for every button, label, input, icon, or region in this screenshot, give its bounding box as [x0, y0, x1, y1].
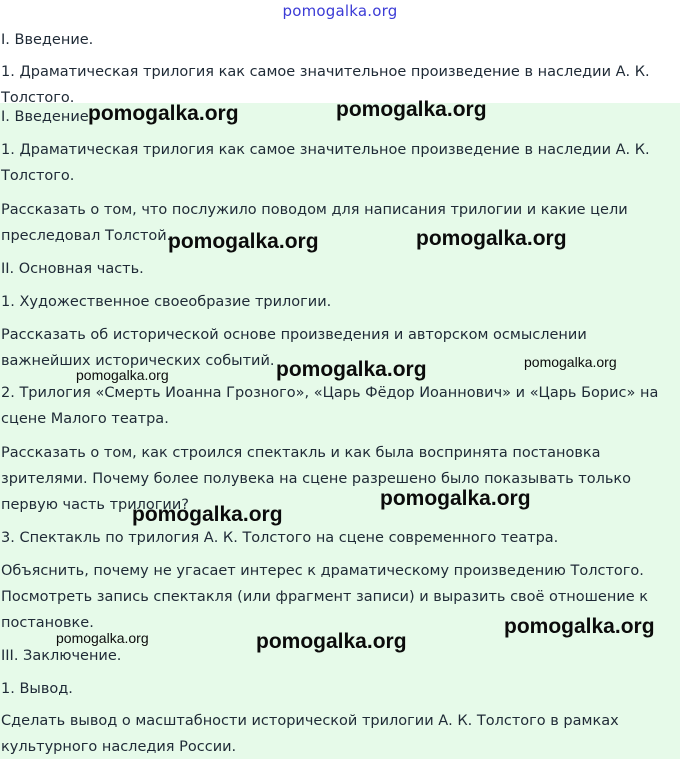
- watermark: pomogalka.org: [276, 358, 427, 381]
- paragraph-main-point-3: 3. Спектакль по трилогия А. К. Толстого на сцене современного театра.: [1, 530, 559, 546]
- paragraph-conclusion-point: 1. Вывод.: [1, 681, 73, 697]
- watermark: pomogalka.org: [380, 487, 531, 510]
- watermark: pomogalka.org: [416, 227, 567, 250]
- watermark: pomogalka.org: [56, 630, 149, 646]
- paragraph-conclusion-heading: III. Заключение.: [1, 648, 122, 664]
- paragraph-main-task-1: Рассказать об исторической основе произведения и авторском осмыслении важнейших исторических событий.: [1, 327, 587, 369]
- watermark: pomogalka.org: [132, 503, 283, 526]
- paragraph-intro-point-2: 1. Драматическая трилогия как самое значительное произведение в наследии А. К. Толстого.: [1, 142, 650, 184]
- paragraph-intro-heading-1: I. Введение.: [1, 32, 94, 48]
- watermark: pomogalka.org: [524, 354, 617, 370]
- watermark: pomogalka.org: [336, 98, 487, 121]
- paragraph-intro-heading-2: I. Введение.: [1, 109, 94, 125]
- paragraph-main-heading: II. Основная часть.: [1, 261, 144, 277]
- paragraph-main-task-2: Рассказать о том, как строился спектакль и как была воспринята постановка зрителями. Почему более полувека на сцене разрешено было показывать только первую часть трилогии?: [1, 445, 632, 513]
- paragraph-main-point-2: 2. Трилогия «Смерть Иоанна Грозного», «Царь Фёдор Иоаннович» и «Царь Борис» на сцене Малого театра.: [1, 385, 659, 427]
- top-watermark: pomogalka.org: [282, 2, 398, 20]
- paragraph-intro-point-1: 1. Драматическая трилогия как самое значительное произведение в наследии А. К. Толстого.: [1, 64, 650, 106]
- paragraph-conclusion-task: Сделать вывод о масштабности исторической трилогии А. К. Толстого в рамках культурного наследия России.: [1, 713, 619, 755]
- watermark: pomogalka.org: [256, 630, 407, 653]
- watermark: pomogalka.org: [88, 102, 239, 125]
- watermark: pomogalka.org: [504, 615, 655, 638]
- paragraph-main-point-1: 1. Художественное своеобразие трилогии.: [1, 294, 332, 310]
- paragraph-intro-task: Рассказать о том, что послужило поводом для написания трилогии и какие цели преследовал Толстой.: [1, 202, 628, 244]
- watermark: pomogalka.org: [168, 230, 319, 253]
- paragraph-main-task-3: Объяснить, почему не угасает интерес к драматическому произведению Толстого. Посмотреть запись спектакля (или фрагмент записи) и выразить своё отношение к постановке.: [1, 563, 649, 631]
- watermark: pomogalka.org: [76, 367, 169, 383]
